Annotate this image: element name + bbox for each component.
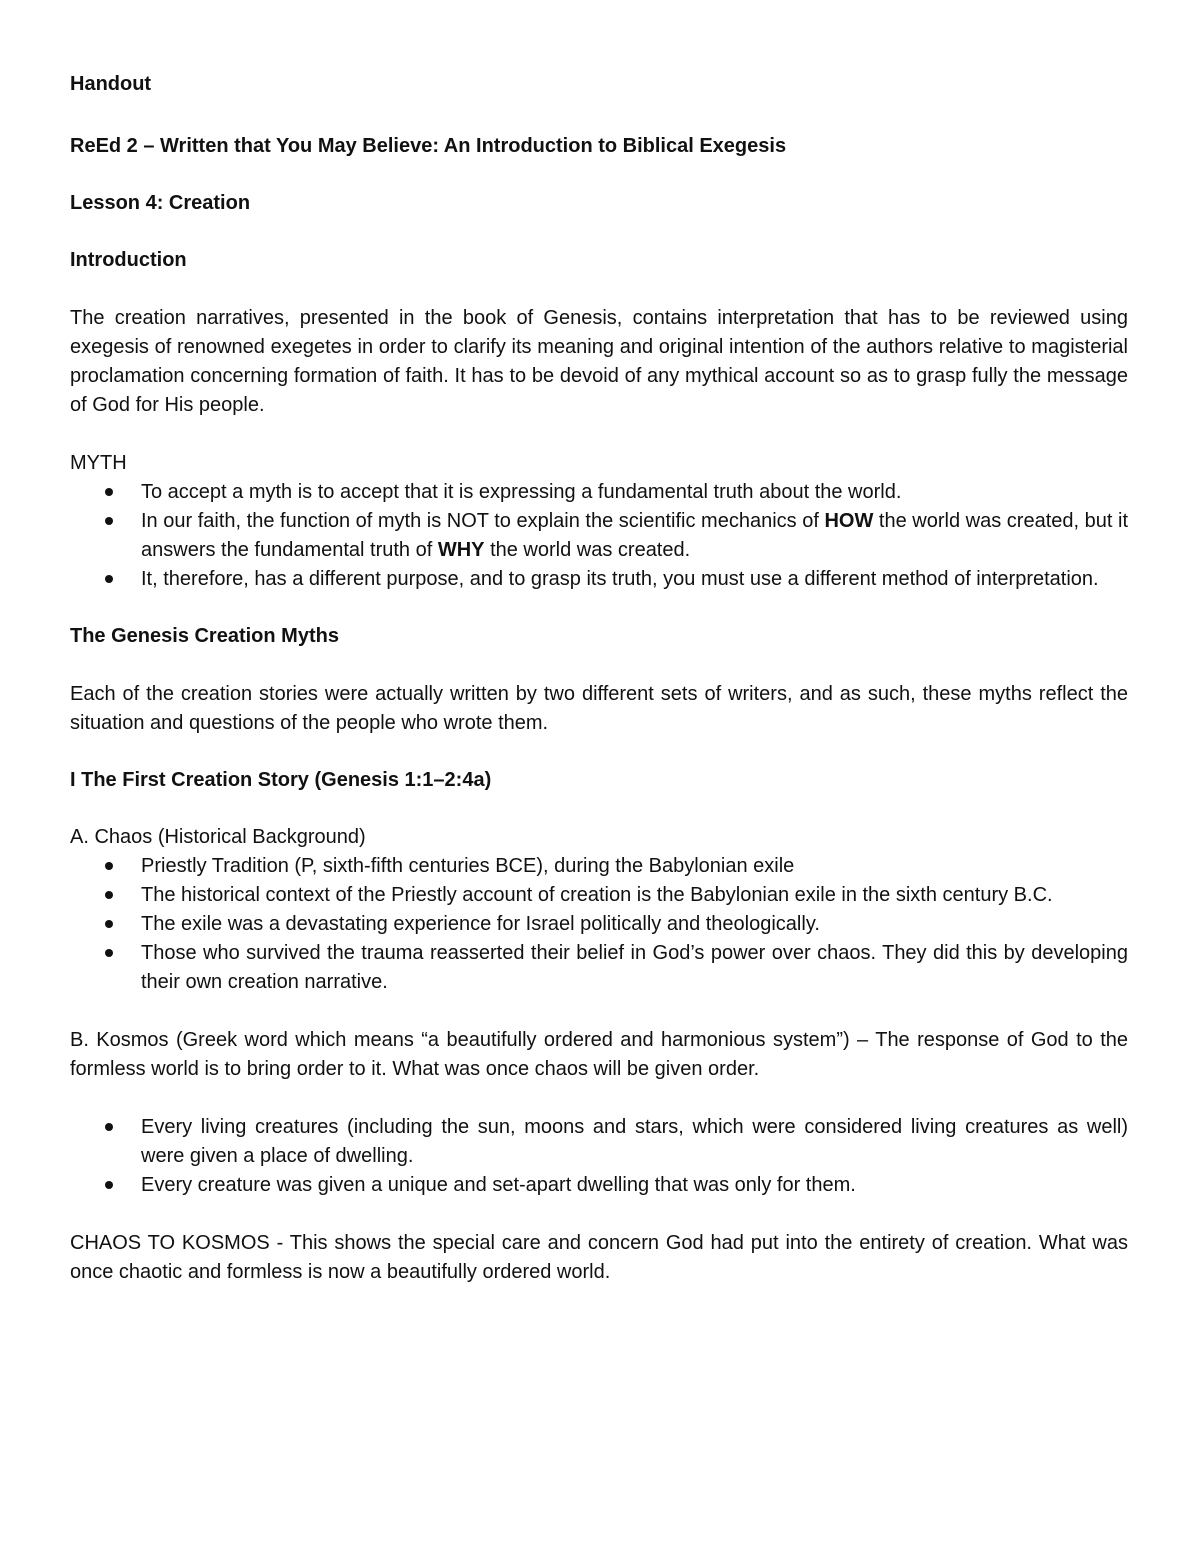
myth-bullet-2-why: WHY: [437, 539, 485, 561]
chaos-bullet-2: [70, 881, 1128, 910]
bullet-icon: [105, 862, 113, 870]
kosmos-bullet-2-text: Every creature was given a unique and set-apart dwelling that was only for them.: [141, 1174, 856, 1196]
bullet-icon: [105, 949, 113, 957]
kosmos-bullet-list: [70, 1113, 1128, 1200]
kosmos-paragraph: B. Kosmos (Greek word which means “a beautifully ordered and harmonious system”) – The response of God to the formless world is to bring order to it. What was once chaos will be given order.: [70, 1029, 1128, 1080]
chaos-bullet-2-text: The historical context of the Priestly account of creation is the Babylonian exile in the sixth century B.C.: [141, 884, 1053, 906]
bullet-icon: [105, 920, 113, 928]
bullet-icon: [105, 1181, 113, 1189]
chaos-bullet-4-text: Those who survived the trauma reasserted their belief in God’s power over chaos. They did this by developing their own creation narrative.: [141, 942, 1128, 993]
lesson-title: Lesson 4: Creation: [70, 192, 251, 214]
myth-bullet-3-text: It, therefore, has a different purpose, and to grasp its truth, you must use a different method of interpretation.: [141, 568, 1099, 590]
myth-bullet-list: [70, 478, 1128, 594]
myth-bullet-1-text: To accept a myth is to accept that it is expressing a fundamental truth about the world.: [141, 481, 902, 503]
chaos-bullet-4: [70, 939, 1128, 997]
chaos-to-kosmos-paragraph: CHAOS TO KOSMOS - This shows the special care and concern God had put into the entirety of creation. What was once chaotic and formless is now a beautifully ordered world.: [70, 1232, 1128, 1283]
chaos-bullet-3-text: The exile was a devastating experience for Israel politically and theologically.: [141, 913, 820, 935]
kosmos-bullet-1-text: Every living creatures (including the sun, moons and stars, which were considered living creatures as well) were given a place of dwelling.: [141, 1116, 1128, 1167]
myth-bullet-2-text-1: In our faith, the function of myth is NOT to explain the scientific mechanics of: [141, 510, 825, 532]
bullet-icon: [105, 891, 113, 899]
chaos-bullet-list: [70, 852, 1128, 997]
genesis-paragraph: Each of the creation stories were actually written by two different sets of writers, and as such, these myths reflect the situation and questions of the people who wrote them.: [70, 683, 1128, 734]
myth-bullet-3: [70, 565, 1128, 594]
chaos-bullet-1: [70, 852, 1128, 881]
myth-bullet-2-text-2: the world was created, but it answers the fundamental truth of: [141, 510, 1128, 561]
bullet-icon: [105, 1123, 113, 1131]
first-creation-story-heading: I The First Creation Story (Genesis 1:1–2:4a): [70, 769, 492, 791]
bullet-icon: [105, 517, 113, 525]
myth-bullet-2-how: HOW: [824, 510, 874, 532]
kosmos-bullet-1: [70, 1113, 1128, 1171]
myth-bullet-2: [70, 507, 1128, 565]
myth-bullet-1: [70, 478, 1128, 507]
bullet-icon: [105, 575, 113, 583]
course-title: ReEd 2 – Written that You May Believe: An Introduction to Biblical Exegesis: [70, 135, 787, 157]
myth-heading: MYTH: [70, 452, 127, 474]
introduction-paragraph: The creation narratives, presented in the book of Genesis, contains interpretation that has to be reviewed using exegesis of renowned exegetes in order to clarify its meaning and original intention of the authors relative to magisterial proclamation concerning formation of faith. It has to be devoid of any mythical account so as to grasp fully the message of God for His people.: [70, 307, 1128, 416]
handout-page: [70, 70, 1128, 1287]
introduction-heading: Introduction: [70, 249, 187, 271]
chaos-heading: A. Chaos (Historical Background): [70, 826, 366, 848]
handout-label: Handout: [70, 73, 152, 95]
myth-bullet-2-text-3: the world was created.: [484, 539, 691, 561]
bullet-icon: [105, 488, 113, 496]
kosmos-bullet-2: [70, 1171, 1128, 1200]
chaos-bullet-1-text: Priestly Tradition (P, sixth-fifth centuries BCE), during the Babylonian exile: [141, 855, 795, 877]
chaos-bullet-3: [70, 910, 1128, 939]
genesis-heading: The Genesis Creation Myths: [70, 625, 339, 647]
